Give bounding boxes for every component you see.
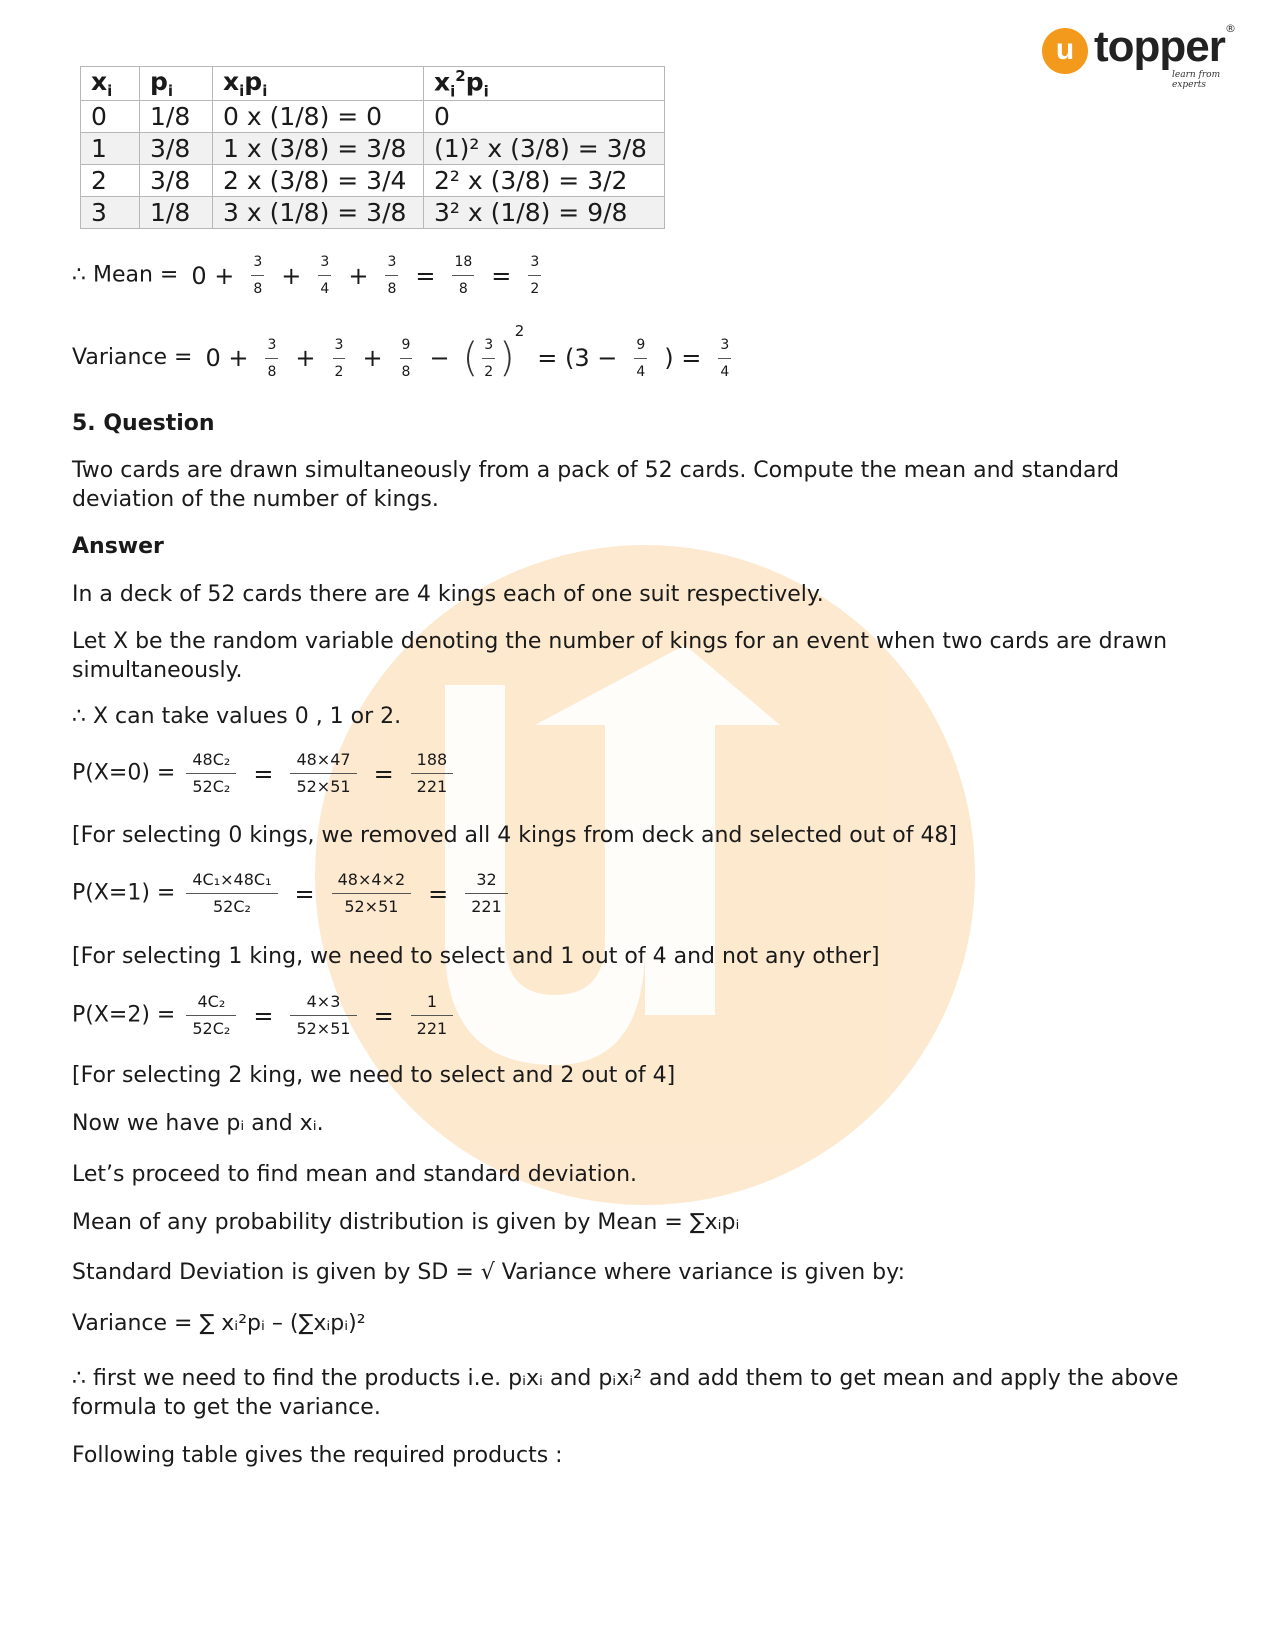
fraction	[452, 252, 474, 299]
numerator: 18	[452, 252, 474, 276]
prob-label: P(X=2) =	[72, 1002, 176, 1028]
numerator: 4C₂	[186, 992, 236, 1016]
table-cell: 1/8	[140, 101, 213, 133]
table-cell: 1 x (3/8) = 3/8	[213, 133, 424, 165]
answer-paragraph: Standard Deviation is given by SD = √ Variance where variance is given by:	[72, 1260, 905, 1285]
fraction	[411, 750, 454, 797]
equals-sign: =	[253, 1001, 274, 1030]
denominator: 52×51	[296, 777, 351, 796]
numerator: 3	[528, 252, 541, 276]
logo-tagline: learn from experts	[1172, 70, 1221, 90]
denominator: 52C₂	[212, 897, 251, 916]
denominator: 2	[530, 281, 540, 297]
question-heading: 5. Question	[72, 411, 215, 436]
table-cell: 2	[81, 165, 140, 197]
answer-paragraph: Let’s proceed to find mean and standard deviation.	[72, 1162, 638, 1187]
denominator: 4	[720, 363, 730, 380]
denominator: 52×51	[296, 1019, 351, 1038]
numerator: 4×3	[290, 992, 356, 1016]
minus-sign: −	[429, 344, 450, 372]
equation-term: 0 +	[205, 344, 249, 372]
denominator: 8	[387, 281, 397, 297]
header-xipi: $x_ip_i$	[213, 67, 424, 101]
answer-paragraph: Let X be the random variable denoting the number of kings for an event when two cards are drawn simultaneously.	[72, 629, 1168, 683]
numerator: 3	[718, 335, 731, 359]
fraction	[385, 252, 398, 299]
numerator: 1	[411, 992, 454, 1016]
equals-sign: =	[294, 879, 315, 908]
equation-term: 0 +	[191, 261, 235, 290]
exponent: 2	[514, 322, 525, 340]
fraction	[332, 870, 412, 917]
answer-note: [For selecting 2 king, we need to select and 2 out of 4]	[72, 1063, 676, 1088]
denominator: 8	[401, 363, 411, 380]
header-xi2pi: $x_i^2p_i$	[424, 67, 665, 101]
denominator: 221	[416, 777, 448, 796]
fraction	[718, 335, 731, 382]
table-row	[81, 101, 665, 133]
table-cell: 0	[424, 101, 665, 133]
fraction	[465, 870, 508, 917]
equals-sign: =	[415, 261, 436, 290]
plus-sign: +	[295, 344, 316, 372]
table-cell: 1	[81, 133, 140, 165]
fraction	[265, 335, 278, 382]
numerator: 3	[265, 335, 278, 359]
plus-sign: +	[281, 261, 302, 290]
denominator: 52C₂	[192, 1019, 231, 1038]
table-cell: (1)² x (3/8) = 3/8	[424, 133, 665, 165]
variance-formula: Variance = ∑ xᵢ²pᵢ – (∑xᵢpᵢ)²	[72, 1311, 366, 1336]
fraction	[251, 252, 264, 299]
fraction	[290, 992, 356, 1039]
table-cell: 3	[81, 197, 140, 229]
equals-sign: =	[373, 1001, 394, 1030]
plus-sign: +	[348, 261, 369, 290]
numerator: 188	[411, 750, 454, 774]
answer-paragraph: In a deck of 52 cards there are 4 kings each of one suit respectively.	[72, 582, 824, 607]
fraction	[186, 992, 236, 1039]
equals-sign: =	[373, 759, 394, 788]
denominator: 4	[320, 281, 330, 297]
answer-paragraph: ∴ X can take values 0 , 1 or 2.	[72, 704, 402, 729]
answer-paragraph: Mean of any probability distribution is given by Mean = ∑xᵢpᵢ	[72, 1210, 740, 1235]
numerator: 48×47	[290, 750, 356, 774]
fraction	[482, 335, 495, 382]
table-cell: 0	[81, 101, 140, 133]
mean-equation	[72, 252, 545, 299]
fraction	[333, 335, 346, 382]
table-row	[81, 133, 665, 165]
denominator: 221	[471, 897, 502, 916]
numerator: 4C₁×48C₁	[186, 870, 277, 894]
brand-logo	[1042, 22, 1242, 90]
denominator: 2	[484, 363, 494, 380]
fraction	[400, 335, 413, 382]
prob-x0-equation	[72, 750, 457, 797]
distribution-table	[80, 66, 665, 229]
header-xi: $x_i$	[81, 67, 140, 101]
numerator: 48×4×2	[332, 870, 412, 894]
plus-sign: +	[362, 344, 383, 372]
numerator: 3	[385, 252, 398, 276]
numerator: 48C₂	[186, 750, 236, 774]
denominator: 4	[636, 363, 646, 380]
fraction	[186, 870, 277, 917]
variance-label: Variance =	[72, 345, 193, 370]
numerator: 9	[400, 335, 413, 359]
table-cell: 3 x (1/8) = 3/8	[213, 197, 424, 229]
table-header-row	[81, 67, 665, 101]
open-paren: (	[462, 335, 479, 381]
denominator: 52C₂	[192, 777, 231, 796]
table-cell: 3² x (1/8) = 9/8	[424, 197, 665, 229]
numerator: 3	[318, 252, 331, 276]
numerator: 3	[333, 335, 346, 359]
table-row	[81, 197, 665, 229]
table-cell: 2 x (3/8) = 3/4	[213, 165, 424, 197]
answer-paragraph: ∴ first we need to find the products i.e. pᵢxᵢ and pᵢxᵢ² and add them to get mean and apply the above formula to get the variance.	[72, 1366, 1179, 1420]
header-pi: $p_i$	[140, 67, 213, 101]
prob-x2-equation	[72, 992, 457, 1039]
fraction	[318, 252, 331, 299]
table-cell: 1/8	[140, 197, 213, 229]
denominator: 8	[267, 363, 277, 380]
numerator: 3	[251, 252, 264, 276]
table-cell: 3/8	[140, 133, 213, 165]
equation-term: ) =	[664, 344, 702, 372]
prob-label: P(X=0) =	[72, 760, 176, 786]
equals-sign: =	[253, 759, 274, 788]
denominator: 8	[458, 281, 468, 297]
denominator: 221	[416, 1019, 448, 1038]
table-row	[81, 165, 665, 197]
fraction	[411, 992, 454, 1039]
equation-term: = (3 −	[537, 344, 618, 372]
mean-label: ∴ Mean =	[72, 262, 179, 288]
equals-sign: =	[491, 261, 512, 290]
denominator: 52×51	[344, 897, 399, 916]
table-cell: 0 x (1/8) = 0	[213, 101, 424, 133]
answer-note: [For selecting 1 king, we need to select and 1 out of 4 and not any other]	[72, 944, 880, 969]
fraction	[528, 252, 541, 299]
registered-mark: ®	[1225, 22, 1236, 35]
question-text: Two cards are drawn simultaneously from a pack of 52 cards. Compute the mean and standard deviation of the number of kings.	[72, 458, 1120, 512]
logo-u-icon: u	[1042, 28, 1088, 74]
numerator: 32	[465, 870, 508, 894]
denominator: 8	[253, 281, 263, 297]
answer-heading: Answer	[72, 534, 164, 559]
answer-note: [For selecting 0 kings, we removed all 4 kings from deck and selected out of 48]	[72, 823, 958, 848]
answer-paragraph: Now we have pᵢ and xᵢ.	[72, 1111, 324, 1136]
fraction	[186, 750, 236, 797]
prob-label: P(X=1) =	[72, 880, 176, 906]
table-cell: 2² x (3/8) = 3/2	[424, 165, 665, 197]
table-cell: 3/8	[140, 165, 213, 197]
answer-paragraph: Following table gives the required products :	[72, 1443, 563, 1468]
numerator: 9	[634, 335, 647, 359]
fraction	[634, 335, 647, 382]
fraction	[290, 750, 356, 797]
prob-x1-equation	[72, 870, 512, 917]
variance-equation	[72, 322, 735, 382]
denominator: 2	[334, 363, 344, 380]
equals-sign: =	[428, 879, 449, 908]
numerator: 3	[482, 335, 495, 359]
logo-wordmark: topper	[1094, 22, 1225, 71]
close-paren: )	[499, 335, 515, 381]
